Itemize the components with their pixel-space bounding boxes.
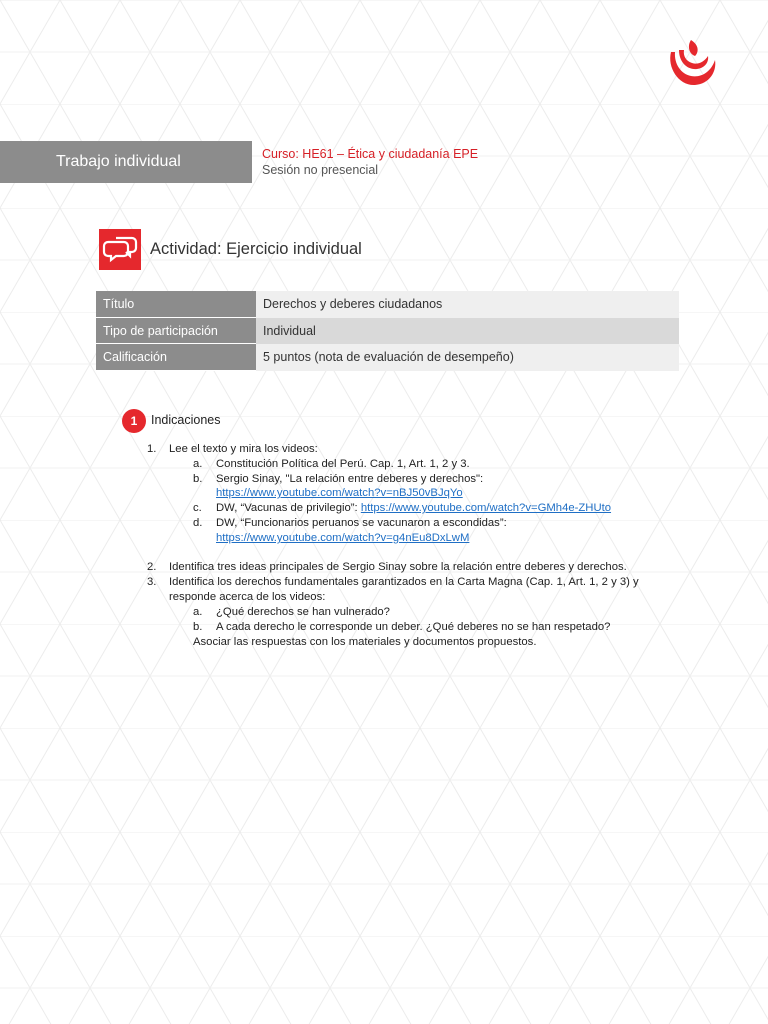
info-key: Título: [96, 291, 256, 318]
list-item-text: Lee el texto y mira los videos:: [169, 443, 318, 455]
sub-item-text: DW, “Vacunas de privilegio”:: [216, 502, 361, 514]
sub-item-text: DW, “Funcionarios peruanos se vacunaron a escondidas”:: [216, 517, 507, 529]
closing-text: Asociar las respuestas con los materiales y documentos propuestos.: [193, 636, 537, 648]
list-number: 3.: [147, 576, 157, 588]
course-title: Curso: HE61 – Ética y ciudadanía EPE: [262, 147, 479, 161]
university-logo: [665, 38, 719, 88]
step-number-badge: 1: [122, 409, 146, 433]
info-key: Calificación: [96, 344, 256, 371]
info-value: 5 puntos (nota de evaluación de desempeño): [256, 344, 679, 371]
info-row-titulo: [96, 291, 679, 318]
sub-letter: c.: [193, 502, 202, 514]
sub-item-text: ¿Qué derechos se han vulnerado?: [216, 606, 390, 618]
video-link[interactable]: https://www.youtube.com/watch?v=GMh4e-ZHUto: [360, 502, 612, 514]
list-number: 1.: [147, 443, 157, 455]
info-value: Derechos y deberes ciudadanos: [256, 291, 679, 318]
sub-letter: b.: [193, 473, 203, 485]
session-type: Sesión no presencial: [262, 163, 379, 177]
header-bar: Trabajo individual: [0, 141, 252, 183]
list-item-text: Identifica los derechos fundamentales garantizados en la Carta Magna (Cap. 1, Art. 1, 2 y 3) y: [169, 576, 639, 588]
sub-letter: a.: [193, 606, 203, 618]
sub-letter: a.: [193, 458, 203, 470]
video-link[interactable]: https://www.youtube.com/watch?v=nBJ50vBJqYo: [216, 487, 463, 499]
sub-item-text: A cada derecho le corresponde un deber. ¿Qué deberes no se han respetado?: [216, 621, 611, 633]
activity-title: Actividad: Ejercicio individual: [150, 240, 362, 258]
info-key: Tipo de participación: [96, 318, 256, 345]
list-number: 2.: [147, 561, 157, 573]
sub-letter: b.: [193, 621, 203, 633]
indicaciones-heading: Indicaciones: [151, 413, 221, 427]
activity-info-table: [96, 291, 679, 371]
info-value: Individual: [256, 318, 679, 345]
info-row-calificacion: [96, 344, 679, 371]
speech-bubbles-icon: [99, 229, 141, 270]
sub-letter: d.: [193, 517, 203, 529]
sub-item-line: [216, 502, 611, 514]
list-item-text: Identifica tres ideas principales de Sergio Sinay sobre la relación entre deberes y derechos.: [169, 561, 627, 573]
video-link[interactable]: https://www.youtube.com/watch?v=g4nEu8DxLwM: [216, 532, 470, 544]
list-item-text-cont: responde acerca de los videos:: [169, 591, 326, 603]
sub-item-text: Sergio Sinay, "La relación entre deberes y derechos":: [216, 473, 484, 485]
sub-item-text: Constitución Política del Perú. Cap. 1, Art. 1, 2 y 3.: [216, 458, 470, 470]
info-row-tipo: [96, 318, 679, 345]
